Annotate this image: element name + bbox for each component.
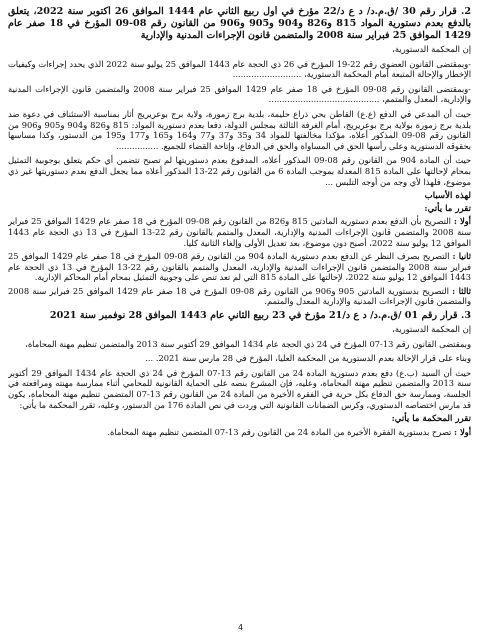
paragraph: حيث أن المدعي في الدفع (ع.ع) القاطن بحي ذراع حليمة، بلدية برج زمورة، ولاية برج بوعريريج أثار بمناسبة الاستئناف في دعوة ضد بلدية برج زمورة بولاية برج بوعريريج، أمام الغرفة الثالثة بمجلس الدولة، دفعا بعدم دستورية المواد: 815 و826 و904 و905 و906 من القانون رقم 08-09 المذكور أعلاه، مؤكدا مخالفتها للمواد 34 و35 و37 و77 و164 و165 و177 و195 من الدستور، وكذا مساسها بحقوقه الدستورية وعلى رأسها الحق في المساواة والحق في الدفاع، وإتاحة القضاء للجميع. ................	[8, 108, 471, 151]
ruling-label: أولا :	[453, 216, 471, 227]
ruling-text: تصرح بدستورية الفقرة الأخيرة من المادة 24 من القانون رقم 13-07 المتضمن تنظيم مهنة المحاماة.	[107, 426, 452, 437]
decision-2-heading: 2. قرار رقم 30 /ق.م.د/ د ع د/22 مؤرخ في أول ربيع الثاني عام 1444 الموافق 26 أكتوبر سنة 2022، يتعلق بالدفع بعدم دستورية المواد 815 و826 و904 و905 و906 من القانون رقم 08-09 المؤرخ في 18 صفر عام 1429 الموافق 25 فبراير سنة 2008 والمتضمن قانون الإجراءات المدنية والإدارية	[8, 6, 471, 41]
paragraph: إن المحكمة الدستورية،	[392, 44, 471, 54]
paragraph: حيث أن السيد (ب.ع) دفع بعدم دستورية المادة 24 من القانون رقم 13-07 المؤرخ في 24 ذي الحجة عام 1434 الموافق 29 أكتوبر سنة 2013 والمتضمن تنظيم مهنة المحاماة، وعليه، فإن المشرع بنصه على الحماية القانونية للمحامي أثناء ممارسة مهنته ومرافعته في الجلسة، وممارسة حق الدفاع بكل حرية في الفقرة الأخيرة من المادة 24 من القانون رقم 13-07 المتضمن تنظيم مهنة المحاماة، يكون قد مارس اختصاصه الدستوري، وكرس الضمانات القانونية التي وردت في نص المادة 176 من الدستور، وعليه، تقرر المحكمة ما يأتي:	[8, 367, 471, 410]
ruling-text: التصريح بدستورية المادتين 905 و906 من القانون رقم 08-09 المؤرخ في 18 صفر عام 1429 الموافق 25 فبراير سنة 2008 والمتضمن قانون الإجراءات المدنية والإدارية المعدل والمتمم.	[8, 285, 471, 307]
ruling-item	[8, 251, 471, 283]
paragraph: -وبمقتضى القانون العضوي رقم 22-19 المؤرخ في 26 ذي الحجة عام 1443 الموافق 25 يوليو سنة 2022 الذي يحدد إجراءات وكيفيات الإخطار والإحالة المتبعة أمام المحكمة الدستورية، ..........................	[8, 58, 471, 80]
ruling-item	[8, 286, 471, 307]
paragraph: -وبمقتضى القانون رقم 08-09 المؤرخ في 18 صفر عام 1429 الموافق 25 فبراير سنة 2008 والمتضمن قانون الإجراءات المدنية والإدارية، المعدل والمتمم، ..........................................	[8, 83, 471, 105]
reasons-heading: لهذه الأسباب	[424, 191, 471, 202]
page-number: 4	[237, 623, 244, 632]
ruling-label: ثالثا :	[452, 285, 471, 296]
ruling-item	[8, 427, 471, 438]
paragraph: حيث أن المادة 904 من القانون رقم 08-09 المذكور أعلاه، المدفوع بعدم دستوريتها لم تصبح تتضمن أي حكم يتعلق بوجوبية التمثيل بمحام لإحالتها على المادة 815 المعدلة بموجب المادة 6 من القانون رقم 22-13 المذكور أعلاه مما يجعل الدفع بعدم دستوريتها غير ذي موضوع، فلهذا لأي وجه من أوجه التلبس ...	[8, 155, 471, 187]
document-page	[8, 6, 471, 626]
ruling-heading: تقرر ما يأتي:	[424, 203, 471, 214]
paragraph: إن المحكمة الدستورية،	[392, 324, 471, 335]
paragraph: وبناء على قرار الإحالة بعدم الدستورية من المحكمة العليا، المؤرخ في 28 مارس سنة 2021. ...	[145, 353, 471, 364]
paragraph: وبمقتضى القانون رقم 13-07 المؤرخ في 24 ذي الحجة عام 1434 الموافق 29 أكتوبر سنة 2013 والمتضمن تنظيم مهنة المحاماة،	[25, 338, 471, 349]
decision-3-heading: 3. قرار رقم 01 /ق.م.د/ د ع د/21 مؤرخ في 23 ربيع الثاني عام 1443 الموافق 28 نوفمبر سنة 2021	[49, 310, 471, 322]
ruling-label: أولا :	[454, 426, 471, 437]
ruling-item	[8, 216, 471, 248]
ruling-text: التصريح بأن الدفع بعدم دستورية المادتين 815 و826 من القانون رقم 08-09 المؤرخ في 18 صفر عام 1429 الموافق 25 فبراير سنة 2008 والمتضمن قانون الإجراءات المدنية والإدارية، المعدل والمتمم بالقانون رقم 22-13 المؤرخ في 13 ذي الحجة عام 1443 الموافق 12 يوليو سنة 2022، أصبح دون موضوع، بعد تعديل الأولى وإلغاء الثانية كليا.	[8, 216, 471, 248]
ruling-label: ثانيا :	[452, 251, 471, 262]
ruling-text: التصريح بصرف النظر عن الدفع بعدم دستورية المادة 904 من القانون رقم 08-09 المؤرخ في 18 صفر عام 1429 الموافق 25 فبراير سنة 2008 والمتضمن قانون الإجراءات المدنية والإدارية، المعدل والمتمم بالقانون رقم 22-13 المؤرخ في 13 ذي الحجة عام 1443 الموافق 12 يوليو سنة 2022، لإحالتها على المادة 815 التي لم تعد تنص على وجوبية التمثيل بمحام أمام المحاكم الإدارية.	[8, 251, 471, 283]
ruling-heading: تقرر المحكمة ما يأتي:	[391, 414, 471, 425]
